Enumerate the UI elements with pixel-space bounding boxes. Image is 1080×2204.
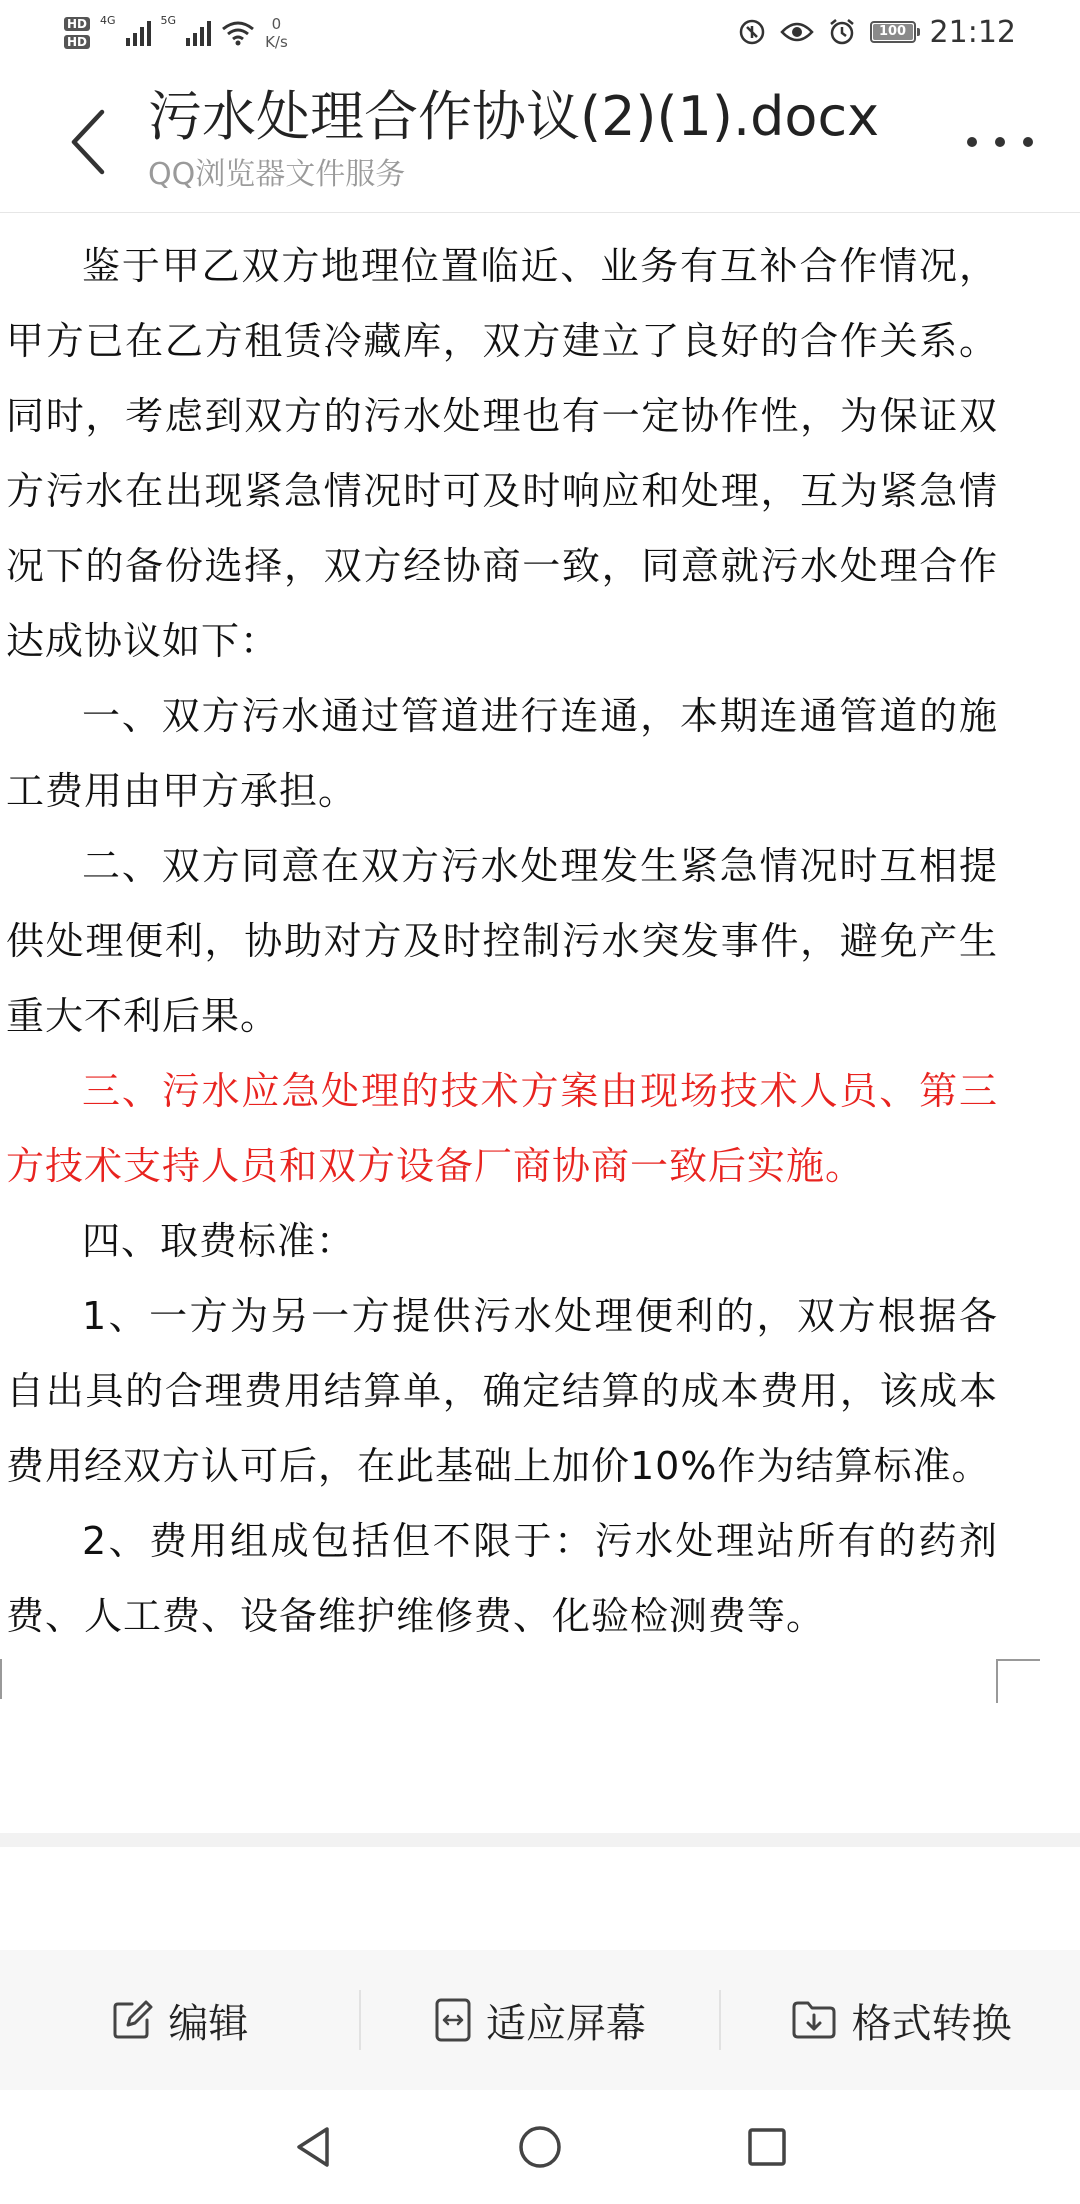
back-button[interactable] [58, 104, 118, 180]
clock: 21:12 [929, 14, 1016, 50]
edit-icon [110, 1998, 154, 2042]
paragraph-intro: 鉴于甲乙双方地理位置临近、业务有互补合作情况，甲方已在乙方租赁冷藏库，双方建立了良好的合作关系。同时，考虑到双方的污水处理也有一定协作性，为保证双方污水在出现紧急情况时可及时响应和处理，互为紧急情况下的备份选择，双方经协商一致，同意就污水处理合作达成协议如下： [6, 244, 998, 663]
status-bar [0, 0, 1080, 62]
edit-label: 编辑 [168, 2000, 249, 2047]
format-convert-button[interactable] [721, 1950, 1080, 2090]
fit-screen-button[interactable] [361, 1950, 720, 2090]
hd-badge-2: HD [64, 35, 90, 49]
hd-badge-1: HD [64, 17, 90, 31]
battery-level: 100 [878, 24, 907, 39]
network-speed [265, 15, 288, 51]
paragraph-clause-2: 二、双方同意在双方污水处理发生紧急情况时互相提供处理便利，协助对方及时控制污水突发事件，避免产生重大不利后果。 [6, 844, 998, 1038]
page-margin-mark-right [996, 1659, 1040, 1703]
fit-screen-label: 适应屏幕 [486, 2000, 646, 2047]
page-separator [0, 1833, 1080, 1847]
paragraph-clause-3-highlighted: 三、污水应急处理的技术方案由现场技术人员、第三方技术支持人员和双方设备厂商协商一致后实施。 [6, 1069, 998, 1188]
network-type-1: 4G [100, 14, 116, 27]
network-type-2: 5G [160, 14, 177, 27]
paragraph-fee-1: 1、一方为另一方提供污水处理便利的，双方根据各自出具的合理费用结算单，确定结算的成本费用，该成本费用经双方认可后，在此基础上加价10%作为结算标准。 [6, 1294, 998, 1488]
alarm-icon [828, 18, 856, 46]
hd-indicators [64, 17, 90, 49]
signal-strength-icon [126, 20, 151, 46]
back-arrow-icon [68, 108, 108, 176]
nav-back-icon [293, 2125, 333, 2169]
wifi-icon [221, 20, 255, 46]
nav-home-icon [517, 2124, 563, 2170]
paragraph-clause-4: 四、取费标准： [82, 1219, 356, 1263]
status-left [64, 8, 288, 58]
edit-button[interactable] [0, 1950, 359, 2090]
folder-download-icon [790, 1999, 838, 2041]
signal-strength-icon-2 [186, 20, 211, 46]
status-right [738, 10, 1016, 54]
app-header [0, 62, 1080, 213]
format-convert-label: 格式转换 [851, 2000, 1012, 2047]
nav-recent-button[interactable] [737, 2117, 797, 2177]
nav-recent-icon [747, 2127, 787, 2167]
document-viewer[interactable] [0, 213, 1080, 1838]
nav-home-button[interactable] [510, 2117, 570, 2177]
more-dots-icon [965, 135, 1035, 149]
nav-back-button[interactable] [283, 2117, 343, 2177]
page-title: 污水处理合作协议(2)(1).docx [148, 85, 880, 148]
more-options-button[interactable] [960, 122, 1040, 162]
speed-value: 0 [271, 15, 282, 33]
page-subtitle: QQ浏览器文件服务 [148, 157, 406, 192]
paragraph-clause-1: 一、双方污水通过管道进行连通，本期连通管道的施工费用由甲方承担。 [6, 694, 998, 813]
paragraph-fee-2: 2、费用组成包括但不限于：污水处理站所有的药剂费、人工费、设备维护维修费、化验检测费等。 [6, 1519, 998, 1638]
document-body [6, 229, 998, 1654]
system-nav-bar [0, 2090, 1080, 2204]
fit-screen-icon [434, 1997, 472, 2043]
eye-comfort-icon [780, 20, 814, 44]
page-margin-mark-left [0, 1659, 2, 1699]
battery-icon [870, 21, 916, 43]
data-saver-icon [738, 18, 766, 46]
bottom-toolbar [0, 1950, 1080, 2090]
speed-unit: K/s [265, 33, 288, 51]
